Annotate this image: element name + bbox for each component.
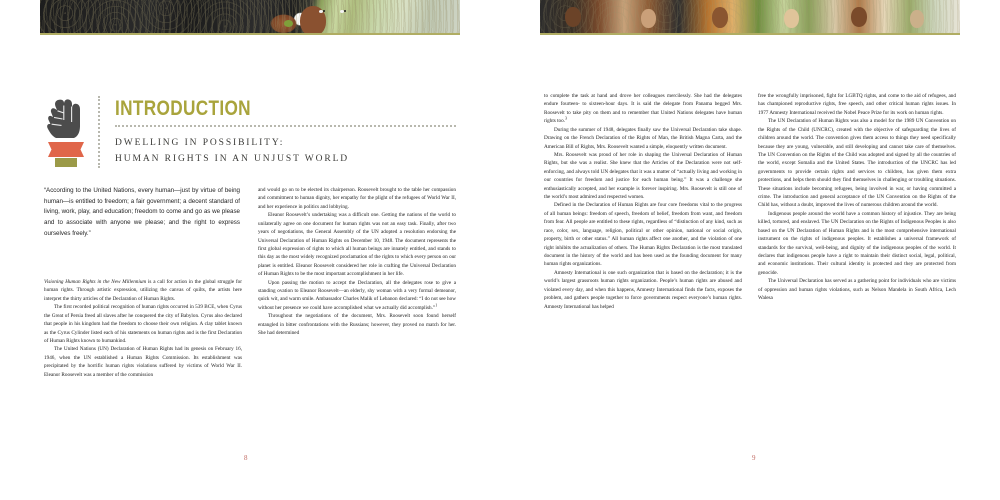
- footnote-marker: 3: [565, 115, 568, 121]
- banner-figures: [540, 0, 960, 33]
- heading-horizontal-dotted-rule: [115, 125, 456, 127]
- left-page-columns: [44, 186, 456, 431]
- banner-figures: [40, 0, 460, 33]
- paragraph: and would go on to be elected its chairperson. Roosevelt brought to the table her compassion and commitment to human dignity, her empathy for the plight of the refugees of World War II, and her experience in politics and lobbying.: [258, 187, 456, 210]
- introduction-heading-block: [44, 96, 456, 168]
- left-page-column-2: [258, 186, 456, 431]
- right-page: [500, 0, 1000, 500]
- right-page-columns: [544, 92, 956, 432]
- page-number-left: 8: [244, 454, 248, 462]
- paragraph: The Universal Declaration has served as a gathering point for individuals who are victims of oppression and human rights violations, such as Nelson Mandela in South Africa, Lech Walesa: [758, 278, 956, 302]
- paragraph: [44, 278, 242, 303]
- paragraph: The UN Declaration of Human Rights was also a model for the 1989 UN Convention on the Rights of the Child (UNCRC), created with the objective of safeguarding the lives of children around the world. The convention gives them access to things they need specifically because they are young, vulnerable, and still developing and cannot take care of themselves. The UN Convention on the Rights of the Child was adopted and signed by all the countries of the world, except Somalia and the United States. The introduction of the UNCRC has led governments to provide certain rights and services to children, has given them extra protections, and helps them should they find themselves in challenging or troubling situations. These situations include becoming refugees, being involved in war, or having committed a crime. The introduction and general acceptance of the UN Convention on the Rights of the Child has, without a doubt, improved the lives of numerous children around the world.: [758, 118, 956, 209]
- banner-bottom-rule: [40, 33, 460, 35]
- quilt-artwork-banner-right: [540, 0, 960, 33]
- banner-bottom-rule: [540, 33, 960, 35]
- paragraph: Throughout the negotiations of the document, Mrs. Roosevelt soon found herself entangled in bitter confrontations with the Russians; however, they proved no match for her. She had determined: [258, 313, 456, 337]
- paragraph: During the summer of 1948, delegates finally saw the Universal Declaration take shape. Drawing on the French Declaration of the Rights of Man, the British Magna Carta, and the American Bill of Rights, Mrs. Roosevelt wanted a simple, eloquently written document.: [544, 126, 742, 150]
- heading-vertical-dotted-rule: [98, 96, 101, 168]
- paragraph: Upon passing the motion to accept the Declaration, all the delegates rose to give a standing ovation to Eleanor Roosevelt—an elderly, shy woman with a very formal demeanor, quick wit, and warm smile. Ambassador Charles Malik of Lebanon declared: “I do not see how without her presence we could have accomplished what we actually did accomplish.”$^1$: [258, 279, 456, 311]
- paragraph: free the wrongfully imprisoned, fight for LGBTQ rights, and come to the aid of refugees, and has championed reproductive rights, free speech, and other critical human rights issues. In 1977 Amnesty International received the Nobel Peace Prize for its work on human rights.: [758, 93, 956, 116]
- paragraph: Amnesty International is one such organization that is based on the declaration; it is the world’s largest grassroots human rights organization. People’s human rights are abused and violated every day, and when this happens, Amnesty International finds the facts, exposes the problem, and gathers people together to force governments respect everyone’s human rights. Amnesty International has helped: [544, 269, 742, 310]
- paragraph: The first recorded political recognition of human rights occurred in 539 BCE, when Cyrus the Great of Persia freed all slaves after he conquered the city of Babylon. Cyrus also declared that people in his kingdom had the freedom to choose their own religion. A clay tablet known as the Cyrus Cylinder listed each of his statements on human rights and is the first Declaration of Human Rights known to humankind.: [44, 304, 242, 344]
- section-kicker: INTRODUCTION: [115, 97, 251, 120]
- paragraph: Indigenous people around the world have a common history of injustice. They are being killed, tortured, and enslaved. The UN Declaration on the Rights of Indigenous Peoples is also based on the UN Declaration of Human Rights and is the most comprehensive international instrument on the rights of indigenous peoples. It establishes a universal framework of standards for the survival, well-being, and dignity of the indigenous peoples of the world. It declares that indigenous people have a right to maintain their distinct social, legal, political, and economic institutions. Their cultural identity is protected and they are protected from genocide.: [758, 210, 956, 276]
- paragraph-text: is a call for action in the global struggle for human rights. Through artistic expression, utilizing the canvas of quilts, the artists here interpret the thirty articles of the Declaration of Human Rights.: [44, 279, 242, 302]
- pull-quote: “According to the United Nations, every human—just by virtue of being human—is entitled to freedom; a fair government; a decent standard of living, work, play, and education; freedom to come and go as we please and to associate with anyone we please; and the right to express ourselves freely.”: [44, 187, 240, 237]
- paragraph: Eleanor Roosevelt’s undertaking was a difficult one. Getting the nations of the world to unilaterally agree on one document for human rights was not an easy task. Finally, after two years of negotiations, the General Assembly of the UN adopted a resolution endorsing the Universal Declaration of Human Rights on December 10, 1948. The document represents the first global expression of rights to which all human beings are innately entitled, and stands to this day as the most widely recognized proclamation of the rights to which every person on our planet is entitled. Eleanor Roosevelt considered her role in crafting the Universal Declaration of Human Rights to be the most important accomplishment in her life.: [258, 212, 456, 278]
- quilt-artwork-banner-left: [40, 0, 460, 33]
- left-page-column-1: [44, 186, 242, 431]
- right-page-column-2: [758, 92, 956, 432]
- raised-fist-logo-icon: [44, 96, 88, 168]
- right-page-column-1: [544, 92, 742, 432]
- footnote-marker: 1: [435, 302, 438, 308]
- section-subtitle-line-1: DWELLING IN POSSIBILITY:: [115, 138, 285, 148]
- italic-book-title: Visioning Human Rights in the New Millennium: [44, 279, 147, 285]
- heading-text-group: [115, 96, 456, 167]
- section-subtitle-line-2: HUMAN RIGHTS IN AN UNJUST WORLD: [115, 153, 350, 164]
- paragraph: The United Nations (UN) Declaration of Human Rights had its genesis on February 16, 1946, when the UN established a Human Rights Commission. Its establishment was precipitated by the horrific human rights violations suffered by victims of World War II. Eleanor Roosevelt was a member of the commission: [44, 346, 242, 378]
- paragraph: to complete the task at hand and drove her colleagues mercilessly. She had the delegates endure fourteen- to sixteen-hour days. It is said the delegate from Panama begged Mrs. Roosevelt to take pity on them and to remember that United Nations delegates have human rights too.$^3$: [544, 93, 742, 125]
- paragraph: Mrs. Roosevelt was proud of her role in shaping the Universal Declaration of Human Rights, but she was a realist. She knew that the Articles of the Declaration were not self-enforcing, and always told UN delegates that it was a matter of “actually living and working in our countries for freedom and justice for each human being.” It was a challenge she enthusiastically accepted, and her example is forever inspiring. Mrs. Roosevelt is still one of the world’s most admired and respected women.: [544, 151, 742, 201]
- paragraph: Defined in the Declaration of Human Rights are four core freedoms vital to the progress of all human beings: freedom of speech, freedom of belief, freedom from want, and freedom from fear. All people are entitled to these rights, regardless of “distinction of any kind, such as race, color, sex, language, religion, political or other opinion, national or social origin, property, birth or other status.” All human rights affect one another, and the violation of one right inhibits the actualization of others. The Human Rights Declaration is the most translated document in the history of the world and has been used as the founding document for many human rights organizations.: [544, 202, 742, 268]
- page-number-right: 9: [752, 454, 756, 462]
